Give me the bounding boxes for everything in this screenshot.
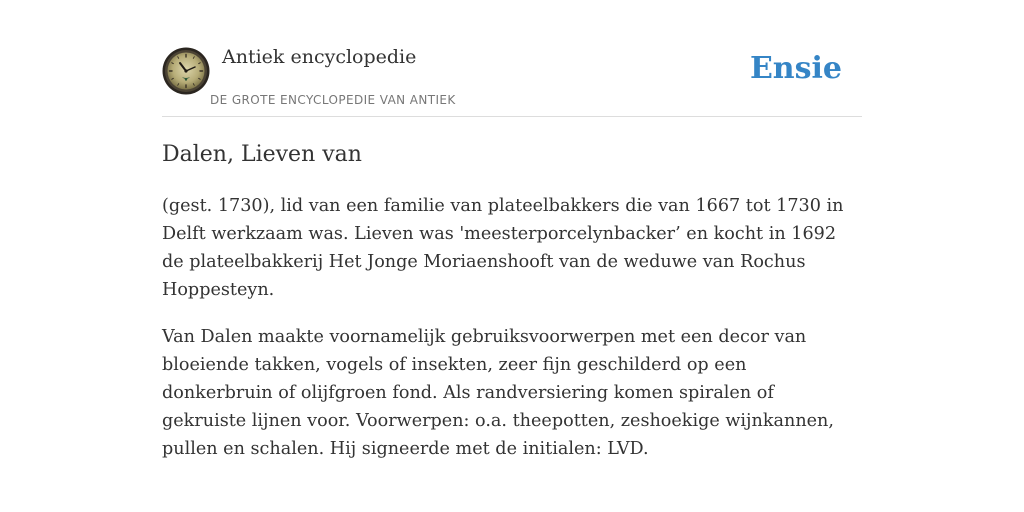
site-subtitle: DE GROTE ENCYCLOPEDIE VAN ANTIEK (210, 93, 456, 107)
article-paragraph: (gest. 1730), lid van een familie van plateelbakkers die van 1667 tot 1730 in Delft werkzaam was. Lieven was 'meesterporcelynbacker’ en kocht in 1692 de plateelbakkerij Het Jonge Moriaenshooft van de weduwe van Rochus Hoppesteyn. (162, 196, 844, 300)
article-title: Dalen, Lieven van (162, 142, 362, 167)
site-title[interactable]: Antiek encyclopedie (222, 46, 417, 68)
antique-clock-icon[interactable] (162, 47, 210, 95)
ensie-logo-link[interactable]: Ensie (749, 51, 842, 86)
article-paragraph: Van Dalen maakte voornamelijk gebruiksvoorwerpen met een decor van bloeiende takken, vogels of insekten, zeer fijn geschilderd op een donkerbruin of olijfgroen fond. Als randversiering komen spiralen of gekruiste lijnen voor. Voorwerpen: o.a. theepotten, zeshoekige wijnkannen, pullen en schalen. Hij signeerde met de initialen: LVD. (162, 327, 834, 459)
site-header (162, 40, 862, 117)
article (162, 138, 862, 463)
